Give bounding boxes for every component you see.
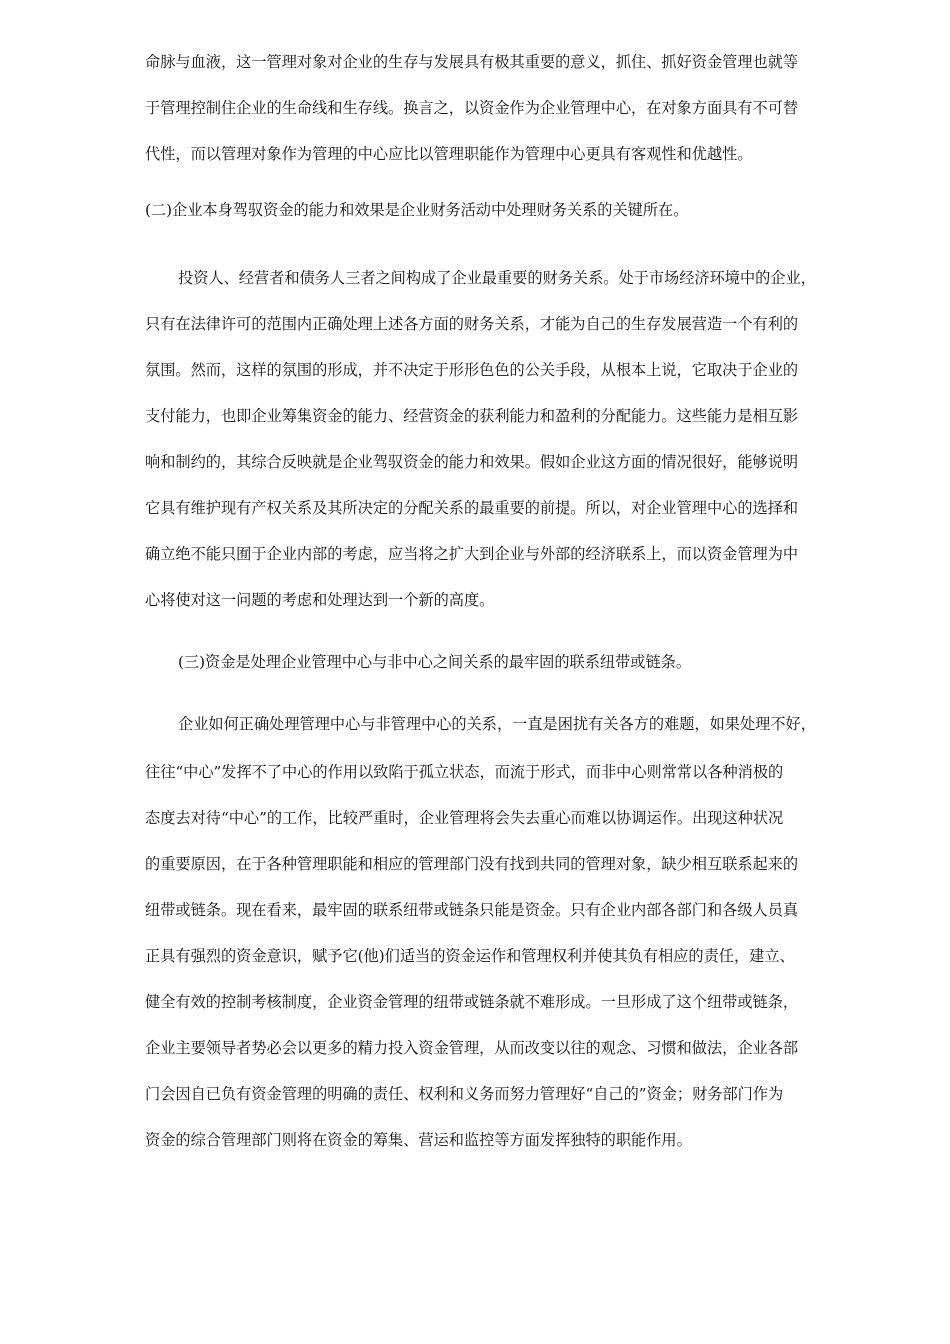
text-line: 支付能力，也即企业筹集资金的能力、经营资金的获利能力和盈利的分配能力。这些能力是相互影 xyxy=(145,407,799,425)
text-line: 确立绝不能只囿于企业内部的考虑，应当将之扩大到企业与外部的经济联系上，而以资金管理为中 xyxy=(145,545,799,563)
text-line: 响和制约的，其综合反映就是企业驾驭资金的能力和效果。假如企业这方面的情况很好，能够说明 xyxy=(145,453,799,471)
text-line: 态度去对待“中心”的工作，比较严重时，企业管理将会失去重心而难以协调运作。出现这种状况 xyxy=(145,809,784,827)
section-heading-2: (二)企业本身驾驭资金的能力和效果是企业财务活动中处理财务关系的关键所在。 xyxy=(145,201,689,219)
text-line: 企业如何正确处理管理中心与非管理中心的关系，一直是困扰有关各方的难题，如果处理不好， xyxy=(178,715,816,733)
text-line: 于管理控制住企业的生命线和生存线。换言之，以资金作为企业管理中心，在对象方面具有不可替 xyxy=(145,99,799,117)
text-line: 心将使对这一问题的考虑和处理达到一个新的高度。 xyxy=(145,591,495,609)
text-line: 投资人、经营者和债务人三者之间构成了企业最重要的财务关系。处于市场经济环境中的企业， xyxy=(178,269,816,287)
text-line: 企业主要领导者势必会以更多的精力投入资金管理，从而改变以往的观念、习惯和做法，企业各部 xyxy=(145,1039,799,1057)
text-line: 的重要原因，在于各种管理职能和相应的管理部门没有找到共同的管理对象，缺少相互联系起来的 xyxy=(145,855,799,873)
text-line: 资金的综合管理部门则将在资金的筹集、营运和监控等方面发挥独特的职能作用。 xyxy=(145,1131,692,1149)
text-line: 往往“中心”发挥不了中心的作用以致陷于孤立状态，而流于形式，而非中心则常常以各种消极的 xyxy=(145,763,784,781)
text-line: 它具有维护现有产权关系及其所决定的分配关系的最重要的前提。所以，对企业管理中心的选择和 xyxy=(145,499,799,517)
text-line: 纽带或链条。现在看来，最牢固的联系纽带或链条只能是资金。只有企业内部各部门和各级人员真 xyxy=(145,901,799,919)
text-line: 门会因自已负有资金管理的明确的责任、权利和义务而努力管理好“自己的”资金；财务部门作为 xyxy=(145,1085,784,1103)
text-line: 只有在法律许可的范围内正确处理上述各方面的财务关系，才能为自己的生存发展营造一个有利的 xyxy=(145,315,799,333)
text-line: 健全有效的控制考核制度，企业资金管理的纽带或链条就不难形成。一旦形成了这个纽带或链条， xyxy=(145,993,799,1011)
text-line: 命脉与血液，这一管理对象对企业的生存与发展具有极其重要的意义，抓住、抓好资金管理也就等 xyxy=(145,53,799,71)
text-line: 正具有强烈的资金意识，赋予它(他)们适当的资金运作和管理权利并使其负有相应的责任，建立、 xyxy=(145,947,795,965)
text-line: 氛围。然而，这样的氛围的形成，并不决定于形形色色的公关手段，从根本上说，它取决于企业的 xyxy=(145,361,799,379)
section-heading-3: (三)资金是处理企业管理中心与非中心之间关系的最牢固的联系纽带或链条。 xyxy=(178,653,692,671)
text-line: 代性，而以管理对象作为管理的中心应比以管理职能作为管理中心更具有客观性和优越性。 xyxy=(145,145,753,163)
